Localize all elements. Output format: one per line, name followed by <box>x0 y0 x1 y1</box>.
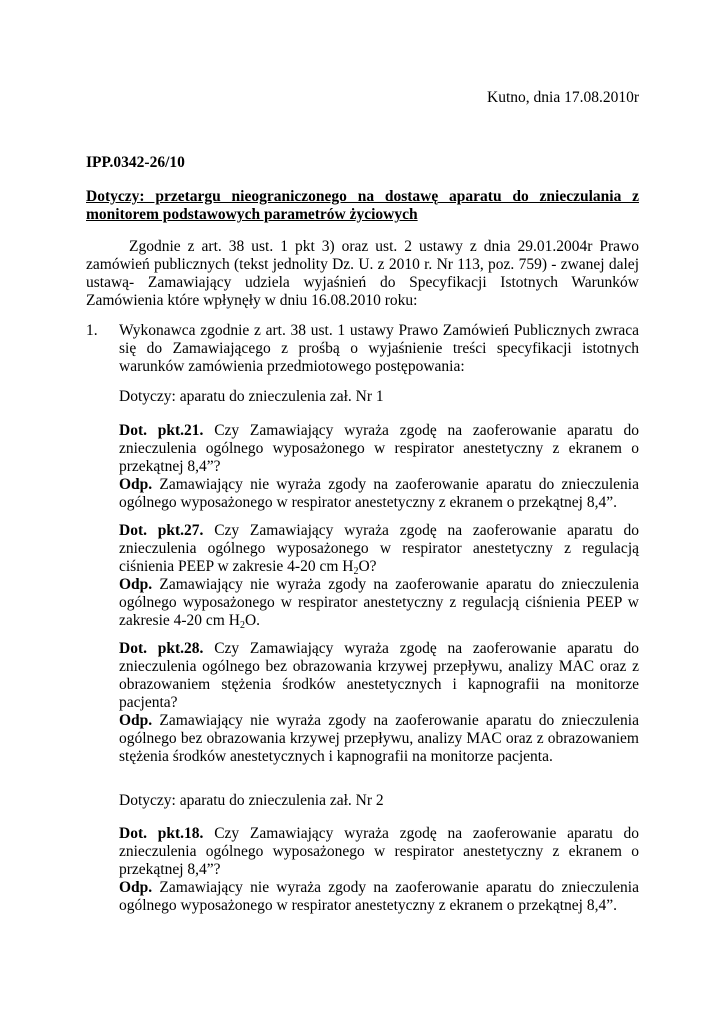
question-label: Dot. pkt.27. <box>119 522 204 539</box>
question <box>119 422 639 476</box>
qa-block-pkt27 <box>119 522 639 630</box>
list-number: 1. <box>86 322 98 339</box>
answer <box>119 476 639 512</box>
subscript: 2 <box>353 566 359 577</box>
answer-text: Zamawiający nie wyraża zgody na zaoferowanie aparatu do znieczulenia ogólnego bez obrazowania krzywej przepływu, analizy MAC oraz z obrazowaniem stężenia środków anestetycznych i kapnografii na monitorze pacjenta. <box>119 712 639 765</box>
intro-paragraph: Zgodnie z art. 38 ust. 1 pkt 3) oraz ust. 2 ustawy z dnia 29.01.2004r Prawo zamówień publicznych (tekst jednolity Dz. U. z 2010 r. Nr 113, poz. 759) - zwanej dalej ustawą- Zamawiający udziela wyjaśnień do Specyfikacji Istotnych Warunków Zamówienia które wpłynęły w dniu 16.08.2010 roku: <box>86 238 639 309</box>
device-heading-1: Dotyczy: aparatu do znieczulenia zał. Nr 1 <box>119 388 384 405</box>
answer-text: Zamawiający nie wyraża zgody na zaoferowanie aparatu do znieczulenia ogólnego wyposażonego w respirator anestetyczny z ekranem o przekątnej 8,4”. <box>119 476 639 511</box>
question-label: Dot. pkt.18. <box>119 825 204 842</box>
qa-block-pkt28 <box>119 640 639 766</box>
question-text: Czy Zamawiający wyraża zgodę na zaoferowanie aparatu do znieczulenia ogólnego wyposażonego w respirator anestetyczny z ekranem o przekątnej 8,4”? <box>119 422 639 475</box>
subject-line: Dotyczy: przetargu nieograniczonego na dostawę aparatu do znieczulania z monitorem podstawowych parametrów życiowych <box>86 188 639 223</box>
document-date: Kutno, dnia 17.08.2010r <box>487 89 639 106</box>
question-text: Czy Zamawiający wyraża zgodę na zaoferowanie aparatu do znieczulenia ogólnego wyposażonego w respirator anestetyczny z regulacją ciśnienia PEEP w zakresie 4-20 cm H <box>119 522 639 575</box>
question-text: Czy Zamawiający wyraża zgodę na zaoferowanie aparatu do znieczulenia ogólnego bez obrazowania krzywej przepływu, analizy MAC oraz z obrazowaniem stężenia środków anestetycznych i kapnografii na monitorze pacjenta? <box>119 640 639 711</box>
device-heading-2: Dotyczy: aparatu do znieczulenia zał. Nr 2 <box>119 792 384 809</box>
answer <box>119 879 639 915</box>
answer-label: Odp. <box>119 476 153 493</box>
item-paragraph: Wykonawca zgodnie z art. 38 ust. 1 ustawy Prawo Zamówień Publicznych zwraca się do Zamawiającego z prośbą o wyjaśnienie treści specyfikacji istotnych warunków zamówienia przedmiotowego postępowania: <box>119 322 639 375</box>
answer-text: Zamawiający nie wyraża zgody na zaoferowanie aparatu do znieczulenia ogólnego wyposażonego w respirator anestetyczny z ekranem o przekątnej 8,4”. <box>119 879 639 914</box>
answer-text: Zamawiający nie wyraża zgody na zaoferowanie aparatu do znieczulenia ogólnego wyposażonego w respirator anestetyczny z regulacją ciśnienia PEEP w zakresie 4-20 cm H <box>119 576 639 629</box>
question-label: Dot. pkt.28. <box>119 640 204 657</box>
subscript: 2 <box>239 620 245 631</box>
question <box>119 640 639 712</box>
question-text: Czy Zamawiający wyraża zgodę na zaoferowanie aparatu do znieczulenia ogólnego wyposażonego w respirator anestetyczny z ekranem o przekątnej 8,4”? <box>119 825 639 878</box>
answer-label: Odp. <box>119 576 153 593</box>
question-text-end: O? <box>358 558 377 575</box>
question <box>119 825 639 879</box>
answer <box>119 576 639 630</box>
reference-number: IPP.0342-26/10 <box>86 154 185 171</box>
answer <box>119 712 639 766</box>
answer-text-end: O. <box>244 612 261 629</box>
answer-label: Odp. <box>119 879 153 896</box>
qa-block-pkt21 <box>119 422 639 512</box>
question-label: Dot. pkt.21. <box>119 422 204 439</box>
answer-label: Odp. <box>119 712 153 729</box>
qa-block-pkt18 <box>119 825 639 915</box>
question <box>119 522 639 576</box>
